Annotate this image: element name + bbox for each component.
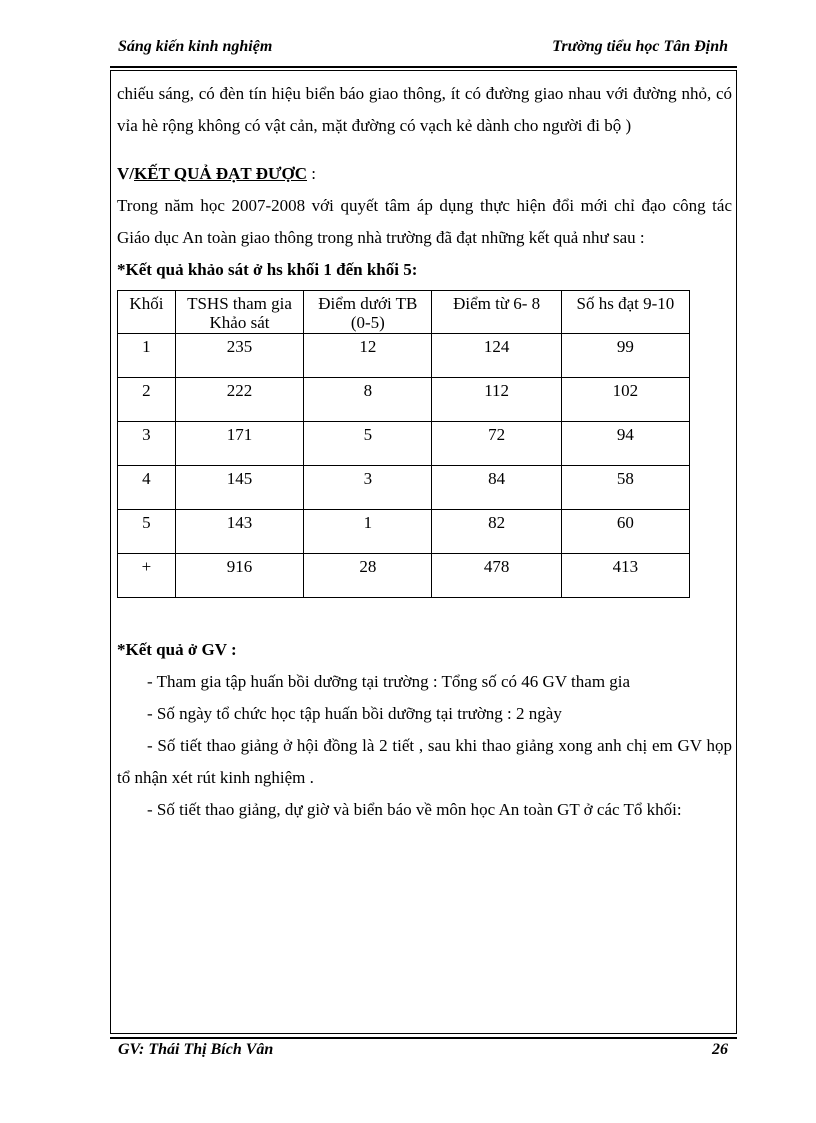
teacher-item: - Tham gia tập huấn bồi dưỡng tại trường : Tổng số có 46 GV tham gia [147, 672, 631, 691]
table-header-row [118, 291, 690, 334]
table-cell: 94 [561, 422, 689, 466]
teacher-item: - Số tiết thao giảng, dự giờ và biển báo về môn học An toàn GT ở các Tổ khối: [147, 800, 682, 819]
header-right-title: Trường tiểu học Tân Định [552, 38, 728, 55]
survey-heading: *Kết quả khảo sát ở hs khối 1 đến khối 5: [117, 260, 418, 279]
table-row [118, 466, 690, 510]
table-cell: 413 [561, 554, 689, 598]
intro-paragraph: chiếu sáng, có đèn tín hiệu biển báo giao thông, ít có đường giao nhau với đường nhỏ, có vỉa hè rộng không có vật cản, mặt đường có vạch kẻ dành cho người đi bộ ) [117, 84, 732, 135]
header-cell: TSHS tham gia Khảo sát [175, 291, 303, 334]
table-cell: 112 [432, 378, 561, 422]
section-heading [117, 158, 732, 190]
table-cell: 3 [304, 466, 432, 510]
survey-table [117, 290, 690, 598]
table-cell: + [118, 554, 176, 598]
page-content [117, 78, 732, 826]
table-cell: 72 [432, 422, 561, 466]
footer-author: GV: Thái Thị Bích Vân [118, 1041, 274, 1058]
table-cell: 5 [304, 422, 432, 466]
table-cell: 58 [561, 466, 689, 510]
teacher-results-heading: *Kết quả ở GV : [117, 640, 237, 659]
table-total-row [118, 554, 690, 598]
header-cell: Điểm dưới TB (0-5) [304, 291, 432, 334]
table-cell: 8 [304, 378, 432, 422]
table-cell: 2 [118, 378, 176, 422]
table-cell: 235 [175, 334, 303, 378]
table-row [118, 378, 690, 422]
table-row [118, 510, 690, 554]
teacher-item: - Số tiết thao giảng ở hội đồng là 2 tiết , sau khi thao giảng xong anh chị em GV họp tổ nhận xét rút kinh nghiệm . [117, 736, 732, 787]
header-cell: Số hs đạt 9-10 [561, 291, 689, 334]
header-left-title: Sáng kiến kinh nghiệm [118, 38, 273, 55]
table-cell: 478 [432, 554, 561, 598]
table-cell: 4 [118, 466, 176, 510]
results-paragraph: Trong năm học 2007-2008 với quyết tâm áp dụng thực hiện đổi mới chỉ đạo công tác Giáo dục An toàn giao thông trong nhà trường đã đạt những kết quả như sau : [117, 196, 732, 247]
table-cell: 60 [561, 510, 689, 554]
table-cell: 1 [118, 334, 176, 378]
header-cell: Điểm từ 6- 8 [432, 291, 561, 334]
table-cell: 102 [561, 378, 689, 422]
table-cell: 5 [118, 510, 176, 554]
table-cell: 82 [432, 510, 561, 554]
table-cell: 222 [175, 378, 303, 422]
table-cell: 99 [561, 334, 689, 378]
table-row [118, 334, 690, 378]
table-row [118, 422, 690, 466]
section-title: KẾT QUẢ ĐẠT ĐƯỢC [134, 164, 308, 183]
table-cell: 84 [432, 466, 561, 510]
table-cell: 28 [304, 554, 432, 598]
table-cell: 145 [175, 466, 303, 510]
header-cell: Khối [118, 291, 176, 334]
table-cell: 171 [175, 422, 303, 466]
section-suffix: : [307, 164, 316, 183]
section-prefix: V/ [117, 164, 134, 183]
table-cell: 143 [175, 510, 303, 554]
table-cell: 916 [175, 554, 303, 598]
footer-rule [110, 1037, 737, 1039]
header-rule [110, 66, 737, 68]
table-cell: 1 [304, 510, 432, 554]
table-cell: 12 [304, 334, 432, 378]
table-cell: 3 [118, 422, 176, 466]
table-cell: 124 [432, 334, 561, 378]
page-number: 26 [712, 1041, 728, 1058]
teacher-item: - Số ngày tổ chức học tập huấn bồi dưỡng tại trường : 2 ngày [147, 704, 562, 723]
